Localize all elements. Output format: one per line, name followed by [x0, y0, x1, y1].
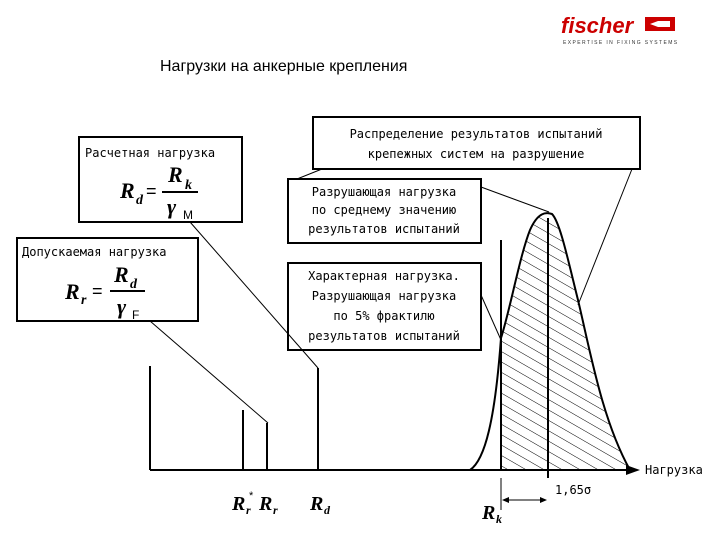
rd-sub: d — [324, 503, 330, 517]
rk-label: R — [482, 502, 496, 524]
rd-numerator: R — [114, 262, 129, 287]
rr-star-label: R — [232, 493, 246, 515]
sigma-arrow-left-icon — [502, 497, 509, 503]
rd-numerator-sub: d — [130, 277, 137, 292]
hatched-area — [501, 200, 641, 470]
gamma-m: γ — [167, 194, 177, 219]
leader-distribution-stub — [297, 169, 322, 179]
rr-label: R — [259, 493, 273, 515]
characteristic-line-3: по 5% фрактилю — [333, 309, 435, 323]
mean-failure-box — [288, 179, 481, 243]
leader-char-to-rk — [481, 295, 501, 340]
page-title: Нагрузки на анкерные крепления — [160, 58, 408, 75]
x-axis-arrow-icon — [626, 465, 640, 475]
distribution-curve — [470, 200, 641, 470]
characteristic-line-2: Разрушающая нагрузка — [311, 289, 457, 303]
rk-sub: k — [496, 512, 502, 526]
characteristic-line-1: Характерная нагрузка. — [308, 269, 460, 283]
characteristic-line-4: результатов испытаний — [308, 329, 460, 343]
gamma-m-sub: M — [183, 208, 193, 222]
leader-distribution-to-curve — [578, 169, 632, 305]
sigma-dimension — [501, 478, 591, 510]
rd-label: R — [310, 493, 324, 515]
mean-failure-line-3: результатов испытаний — [308, 222, 460, 236]
gamma-f-sub: F — [132, 308, 140, 322]
permissible-load-label: Допускаемая нагрузка — [22, 245, 167, 259]
equals-sign: = — [146, 181, 157, 201]
x-axis-label: Нагрузка — [645, 463, 703, 477]
rr-lhs: R — [65, 279, 80, 304]
rr-star-sup: * — [249, 490, 254, 502]
distribution-box — [313, 117, 640, 169]
leader-permissible-to-rr — [150, 321, 268, 423]
rr-sub: r — [273, 503, 278, 517]
distribution-line-1: Распределение результатов испытаний — [349, 127, 603, 141]
rr-star-sub: r — [246, 503, 251, 517]
rk-numerator-sub: k — [185, 178, 192, 193]
rk-numerator: R — [168, 162, 183, 187]
rd-lhs-sub: d — [136, 193, 143, 208]
rd-lhs: R — [120, 178, 135, 203]
logo-tagline: EXPERTISE IN FIXING SYSTEMS — [563, 40, 679, 46]
sigma-label: 1,65σ — [555, 483, 592, 497]
rr-lhs-sub: r — [81, 293, 87, 308]
distribution-line-2: крепежных систем на разрушение — [367, 147, 585, 161]
design-load-label: Расчетная нагрузка — [85, 146, 216, 160]
sigma-arrow-right-icon — [540, 497, 547, 503]
leader-mean-to-peak — [481, 187, 549, 212]
permissible-load-box — [17, 238, 198, 322]
mean-failure-line-1: Разрушающая нагрузка — [311, 185, 457, 199]
characteristic-box — [288, 263, 481, 350]
equals-sign-2: = — [92, 281, 103, 301]
design-load-box — [79, 137, 242, 222]
marker-labels — [231, 490, 502, 526]
logo-wordmark: fischer — [561, 13, 634, 38]
fischer-logo — [561, 13, 679, 46]
mean-failure-line-2: по среднему значению — [311, 203, 457, 217]
gamma-f: γ — [117, 294, 127, 319]
